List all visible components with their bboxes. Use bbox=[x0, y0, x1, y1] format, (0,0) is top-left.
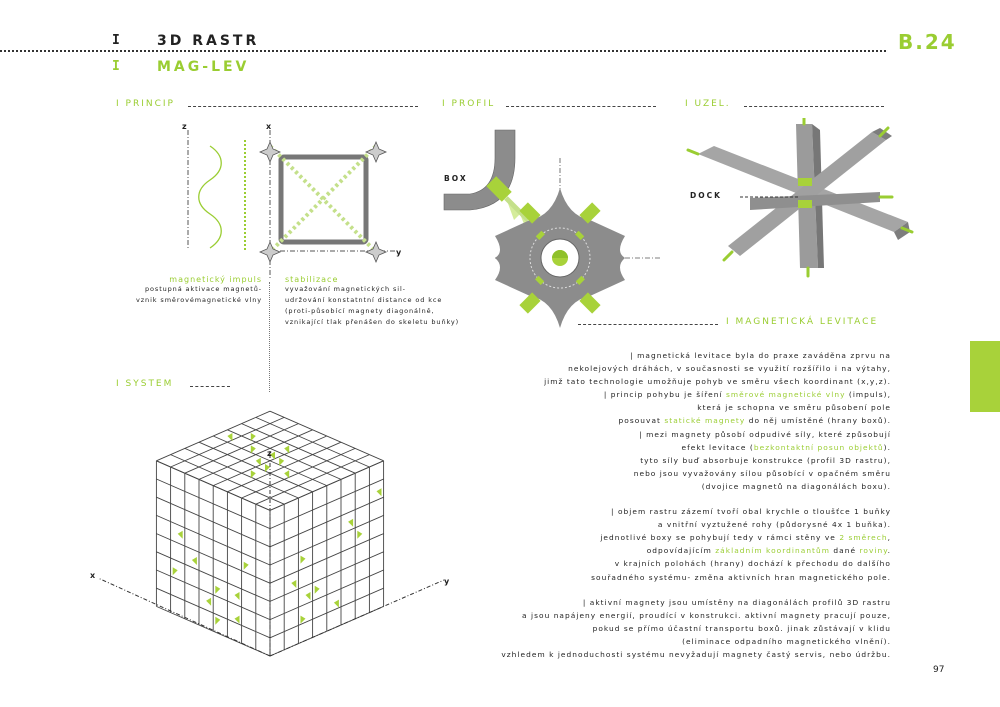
magnet-triangle-icon bbox=[334, 600, 339, 608]
sheet-code: B.24 bbox=[898, 30, 957, 54]
page-number: 97 bbox=[933, 665, 945, 675]
magnet-triangle-icon bbox=[192, 557, 197, 565]
text-line bbox=[431, 609, 891, 622]
text-segment: odpovídajícím bbox=[646, 546, 716, 556]
section-princip-rule bbox=[188, 106, 418, 107]
text-line bbox=[431, 375, 891, 388]
magnet-triangle-icon bbox=[279, 458, 284, 466]
section-princip: I PRINCIP bbox=[116, 99, 175, 109]
caption-impuls-title: magnetický impuls bbox=[169, 275, 262, 284]
text-segment: a jsou napájeny energií, proudící v konstrukci. aktivní magnety pracují pouze, bbox=[522, 610, 891, 620]
magnet-triangle-icon bbox=[235, 592, 240, 600]
text-line bbox=[431, 622, 891, 635]
text-line bbox=[431, 480, 891, 493]
magnet-triangle-icon bbox=[301, 556, 306, 564]
text-segment: jimž tato technologie umožňuje pohyb ve směru všech koordinant (x,y,z). bbox=[544, 377, 891, 387]
caption-stab-title: stabilizace bbox=[285, 275, 339, 284]
text-segment: | objem rastru zázemí tvoří obal krychle o tloušťce 1 buňky bbox=[611, 507, 891, 517]
magnet-triangle-icon bbox=[251, 433, 256, 441]
magnet-triangle-icon bbox=[178, 531, 183, 539]
section-uzel: I UZEL. bbox=[685, 99, 731, 109]
magnet-triangle-icon bbox=[291, 580, 296, 588]
text-line bbox=[431, 505, 891, 518]
text-line bbox=[431, 648, 891, 661]
magnet-triangle-icon bbox=[215, 617, 220, 625]
text-segment: efekt levitace ( bbox=[681, 442, 754, 452]
system-cube-diagram bbox=[88, 398, 468, 668]
highlight-term: statické magnety bbox=[664, 416, 746, 426]
axis-label-z: z bbox=[182, 122, 187, 131]
princip-diagram bbox=[170, 118, 410, 283]
text-segment: | princip pohybu je šíření bbox=[603, 390, 727, 400]
section-levitace: I MAGNETICKÁ LEVITACE bbox=[726, 317, 879, 327]
text-line bbox=[431, 414, 891, 427]
text-segment: a vnitřní vyztužené rohy (půdorysné 4x 1 buňka). bbox=[657, 520, 891, 530]
connector-line bbox=[269, 282, 270, 392]
section-system: I SYSTEM bbox=[116, 379, 174, 389]
magnet-triangle-icon bbox=[377, 488, 382, 496]
magnet-triangle-icon bbox=[348, 519, 353, 527]
caption-impuls bbox=[112, 275, 262, 306]
dock-label: DOCK bbox=[690, 191, 722, 200]
caption-impuls-line: vznik směrovémagnetické vlny bbox=[136, 296, 262, 304]
caption-stab-line: vyvažování magnetických sil- bbox=[285, 285, 406, 293]
magnet-triangle-icon bbox=[251, 470, 256, 478]
magnet-triangle-icon bbox=[215, 586, 220, 594]
text-line bbox=[431, 454, 891, 467]
text-line bbox=[431, 635, 891, 648]
paragraph-objem bbox=[431, 505, 891, 584]
highlight-term: bezkontaktní posun objektů bbox=[753, 442, 884, 452]
axis-label-y: y bbox=[396, 248, 402, 257]
text-segment: . bbox=[887, 546, 891, 556]
magnet-triangle-icon bbox=[256, 458, 261, 466]
text-line bbox=[431, 441, 891, 454]
section-uzel-rule bbox=[744, 106, 884, 107]
highlight-term: směrové magnetické vlny bbox=[726, 390, 846, 400]
text-line bbox=[431, 571, 891, 584]
text-segment: nebo jsou vyvažovány sílou působící v opačném směru bbox=[633, 468, 891, 478]
text-line bbox=[431, 349, 891, 362]
section-profil-rule bbox=[506, 106, 656, 107]
side-tab bbox=[970, 341, 1000, 412]
text-line bbox=[431, 596, 891, 609]
axis-label-x: x bbox=[266, 122, 272, 131]
text-segment: dané bbox=[830, 546, 860, 556]
text-segment: | magnetická levitace byla do praxe zaváděna zprvu na bbox=[630, 351, 891, 360]
header-title-2: MAG-LEV bbox=[157, 59, 250, 75]
caption-impuls-line: postupná aktivace magnetů- bbox=[145, 285, 262, 293]
caption-stab-line: (proti-působící magnety diagonálně, bbox=[285, 307, 435, 315]
header-bar-1: I bbox=[112, 33, 123, 48]
magnet-triangle-icon bbox=[284, 445, 289, 453]
text-line bbox=[431, 531, 891, 544]
text-segment: pokud se přímo účastní transportu boxů. jinak zůstávají v klidu bbox=[592, 623, 891, 633]
system-axis-z: z bbox=[267, 449, 272, 458]
paragraph-magnety bbox=[431, 596, 891, 661]
text-line bbox=[431, 401, 891, 414]
text-segment: která je schopna ve směru působení pole bbox=[697, 403, 891, 413]
header-bar-2: I bbox=[112, 59, 123, 74]
magnet-triangle-icon bbox=[265, 464, 270, 472]
text-segment: (eliminace odpadního magnetického vlnění). bbox=[682, 636, 891, 646]
text-segment: , bbox=[887, 533, 891, 543]
header-dotted-rule bbox=[0, 50, 886, 52]
text-segment: nekolejových dráhách, v současnosti se využití rozšířilo i na výtahy, bbox=[568, 364, 891, 374]
text-segment: souřadného systému- změna aktivních hran magnetického pole. bbox=[591, 572, 891, 582]
magnet-triangle-icon bbox=[244, 562, 249, 570]
paragraph-levitace bbox=[431, 349, 891, 493]
text-segment: v krajních polohách (hrany) dochází k přechodu do dalšího bbox=[614, 559, 891, 569]
text-line bbox=[431, 518, 891, 531]
highlight-term: základním koordinantům bbox=[715, 546, 830, 556]
text-line bbox=[431, 557, 891, 570]
text-segment: posouvat bbox=[618, 416, 665, 426]
section-system-rule bbox=[190, 386, 230, 387]
text-line bbox=[431, 362, 891, 375]
profil-diagram bbox=[440, 118, 670, 333]
highlight-term: 2 směrech bbox=[839, 533, 888, 543]
magnet-triangle-icon bbox=[251, 445, 256, 453]
caption-stab-line: vznikající tlak přenášen do skeletu buňky) bbox=[285, 318, 460, 326]
text-line bbox=[431, 428, 891, 441]
system-axis-x: x bbox=[90, 571, 96, 580]
text-segment: ). bbox=[883, 442, 891, 452]
caption-stab-line: udržování konstatntní distance od kce bbox=[285, 296, 443, 304]
text-segment: (dvojice magnetů na diagonálách boxu). bbox=[701, 481, 891, 491]
body-text bbox=[431, 349, 891, 661]
system-axis-y: y bbox=[444, 577, 450, 586]
header-title-1: 3D RASTR bbox=[157, 33, 260, 49]
section-profil: I PROFIL bbox=[442, 99, 496, 109]
text-segment: vzhledem k jednoduchosti systému nevyžadují magnety častý servis, nebo údržbu. bbox=[501, 649, 891, 659]
text-segment: do něj umístěné (hrany boxů). bbox=[745, 416, 891, 426]
magnet-triangle-icon bbox=[306, 592, 311, 600]
text-line bbox=[431, 467, 891, 480]
magnet-triangle-icon bbox=[173, 567, 178, 575]
text-line bbox=[431, 544, 891, 557]
text-segment: (impuls), bbox=[845, 390, 891, 400]
magnet-triangle-icon bbox=[227, 433, 232, 441]
magnet-triangle-icon bbox=[206, 598, 211, 606]
magnet-triangle-icon bbox=[315, 586, 320, 594]
text-segment: jednotlivé boxy se pohybují tedy v rámci stěny ve bbox=[600, 533, 840, 543]
box-label: BOX bbox=[444, 174, 468, 183]
text-line bbox=[431, 388, 891, 401]
text-segment: | aktivní magnety jsou umístěny na diagonálách profilů 3D rastru bbox=[582, 597, 891, 607]
magnet-triangle-icon bbox=[357, 531, 362, 539]
text-segment: | mezi magnety působí odpudivé síly, které způsobují bbox=[639, 429, 891, 439]
highlight-term: roviny bbox=[859, 546, 888, 556]
magnet-triangle-icon bbox=[284, 470, 289, 478]
text-segment: tyto síly buď absorbuje konstrukce (profil 3D rastru), bbox=[640, 455, 891, 465]
